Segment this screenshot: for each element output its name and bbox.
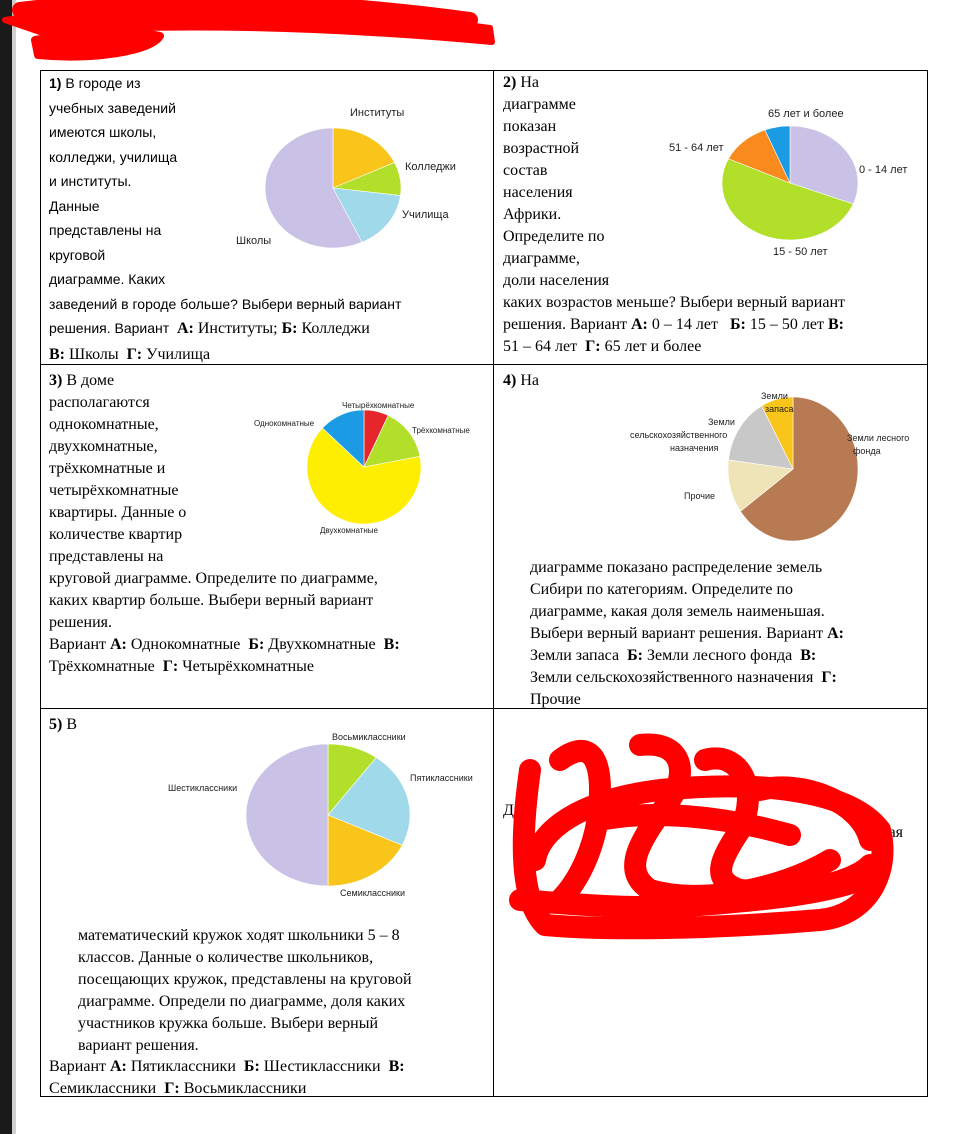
task-5-line: математический кружок ходят школьники 5 – 8 bbox=[78, 927, 400, 944]
label-two-room: Двухкомнатные bbox=[320, 526, 379, 535]
task-4-line: Прочие bbox=[530, 691, 581, 708]
task-3-line: двухкомнатные, bbox=[49, 438, 158, 455]
task-4-heading: 4) На bbox=[503, 372, 539, 389]
task-5-heading: 5) В bbox=[49, 716, 77, 733]
label-reserve-2: запаса bbox=[765, 404, 794, 414]
task-2-line: возрастной bbox=[503, 140, 580, 157]
task-3-line: круговой диаграмме. Определите по диаграмме, bbox=[49, 570, 378, 587]
task-1-line: Данные bbox=[49, 197, 100, 214]
label-agri-1: Земли bbox=[708, 417, 735, 427]
task-1-line: представлены на bbox=[49, 222, 162, 238]
task-1-line: имеются школы, bbox=[49, 124, 157, 140]
task-3-line: решения. bbox=[49, 614, 113, 631]
label-grade-8: Восьмиклассники bbox=[332, 732, 406, 742]
task-2-line: населения bbox=[503, 184, 573, 201]
label-other: Прочие bbox=[684, 491, 716, 501]
task-2-line: решения. Вариант А: 0 – 14 лет Б: 15 – 50 лет В: bbox=[503, 316, 844, 333]
task-4-line: Земли сельскохозяйственного назначения Г: bbox=[530, 669, 837, 686]
label-one-room: Однокомнатные bbox=[254, 419, 315, 428]
label-three-room: Трёхкомнатные bbox=[412, 426, 470, 435]
task-1-line: диаграмме. Каких bbox=[49, 271, 166, 287]
task-3-line: 3) В доме bbox=[49, 372, 115, 389]
task-5-line: классов. Данные о количестве школьников, bbox=[78, 949, 374, 966]
task-5-line: Семиклассники Г: Восьмиклассники bbox=[49, 1080, 307, 1097]
label-forest-2: фонда bbox=[853, 446, 881, 456]
task-4-line: Выбери верный вариант решения. Вариант А: bbox=[530, 625, 845, 642]
task-3-line: представлены на bbox=[49, 548, 164, 565]
task-2-line: доли населения bbox=[503, 272, 610, 289]
label-schools: Школы bbox=[236, 235, 272, 247]
task-1-line: учебных заведений bbox=[49, 99, 176, 116]
task-2-line: 51 – 64 лет Г: 65 лет и более bbox=[503, 338, 702, 355]
label-agri-2: сельскохозяйственного bbox=[630, 430, 728, 440]
label-0-14: 0 - 14 лет bbox=[859, 164, 908, 176]
task-1-line: круговой bbox=[49, 246, 106, 263]
task-5-line: посещающих кружок, представлены на круговой bbox=[78, 971, 412, 988]
label-grade-5: Пятиклассники bbox=[410, 773, 473, 783]
label-four-room: Четырёхкомнатные bbox=[342, 401, 415, 410]
label-schools-vocational: Училища bbox=[402, 209, 449, 221]
label-reserve-1: Земли bbox=[761, 391, 788, 401]
task-1-options-end: В: Школы Г: Училища bbox=[49, 346, 211, 363]
task-2-line: диаграмме bbox=[503, 96, 576, 113]
label-65-plus: 65 лет и более bbox=[768, 108, 844, 120]
label-colleges: Колледжи bbox=[405, 161, 456, 173]
task-5-line: участников кружка больше. Выбери верный bbox=[78, 1015, 379, 1032]
label-forest-1: Земли лесного bbox=[847, 433, 910, 443]
task-3-line: Вариант А: Однокомнатные Б: Двухкомнатные В: bbox=[49, 636, 400, 653]
task-6-fragment: оторая bbox=[858, 824, 904, 841]
task-3-line: однокомнатные, bbox=[49, 416, 159, 433]
task-5-line: диаграмме. Определи по диаграмме, доля каких bbox=[78, 993, 406, 1010]
task-1-line: и институты. bbox=[49, 173, 132, 189]
task-2-line: диаграмме, bbox=[503, 250, 580, 267]
task-4-line: диаграмме показано распределение земель bbox=[530, 559, 823, 576]
task-3-line: трёхкомнатные и bbox=[49, 460, 166, 477]
redaction-scribble-bottom bbox=[520, 744, 883, 928]
task-5-line: Вариант А: Пятиклассники Б: Шестиклассники В: bbox=[49, 1058, 405, 1075]
task-3-line: Трёхкомнатные Г: Четырёхкомнатные bbox=[49, 658, 314, 675]
task-3-line: каких квартир больше. Выбери верный вариант bbox=[49, 592, 374, 609]
task-2-line: состав bbox=[503, 162, 548, 179]
task-5-line: вариант решения. bbox=[78, 1037, 199, 1054]
task-2-line: Определите по bbox=[503, 228, 605, 245]
label-grade-7: Семиклассники bbox=[340, 888, 405, 898]
task-1-line: решения. Вариант А: Институты; Б: Колледжи bbox=[49, 320, 370, 337]
task-2-line: Африки. bbox=[503, 206, 562, 223]
label-grade-6: Шестиклассники bbox=[168, 783, 238, 793]
task-4-line: Сибири по категориям. Определите по bbox=[530, 581, 794, 598]
task-3-line: количестве квартир bbox=[49, 526, 183, 543]
task-2-line: каких возрастов меньше? Выбери верный вариант bbox=[503, 294, 845, 311]
label-51-64: 51 - 64 лет bbox=[669, 142, 724, 154]
task-1-line: колледжи, училища bbox=[49, 148, 178, 165]
label-institutes: Институты bbox=[350, 107, 405, 119]
task-1-line: 1) В городе из bbox=[49, 75, 141, 91]
task-4-line: Земли запаса Б: Земли лесного фонда В: bbox=[530, 647, 817, 664]
task-1-line: заведений в городе больше? Выбери верный вариант bbox=[49, 295, 402, 312]
task-2-line: 2) На bbox=[503, 74, 539, 91]
label-agri-3: назначения bbox=[670, 443, 719, 453]
task-3-line: четырёхкомнатные bbox=[49, 482, 179, 499]
task-2-line: показан bbox=[503, 118, 557, 135]
task-3-line: располагаются bbox=[49, 394, 150, 411]
redaction-scribble-top bbox=[5, 1, 492, 57]
task-3-line: квартиры. Данные о bbox=[49, 504, 187, 521]
label-15-50: 15 - 50 лет bbox=[773, 246, 828, 258]
task-4-line: диаграмме, какая доля земель наименьшая. bbox=[530, 603, 825, 620]
task-6-fragment: Д bbox=[503, 802, 514, 819]
